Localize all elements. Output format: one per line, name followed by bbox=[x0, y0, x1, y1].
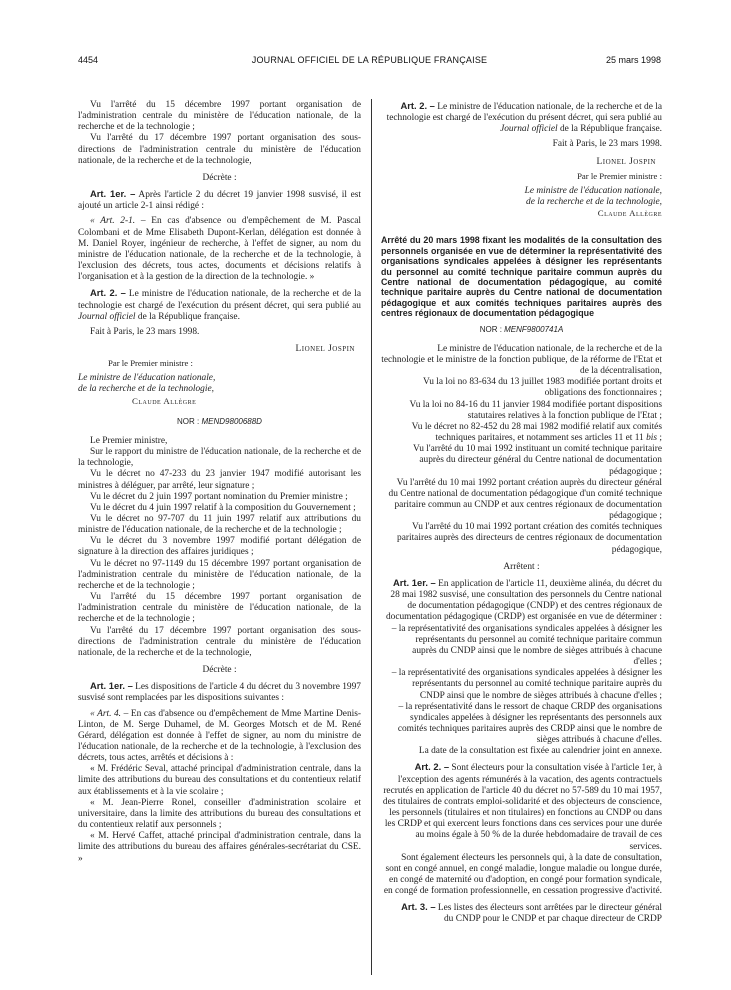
article-1 bbox=[78, 680, 361, 704]
minister-line-2: de la recherche et de la technologie, bbox=[526, 197, 662, 208]
delegation-seval: « M. Frédéric Seval, attaché principal d'administration centrale, dans la limite des attributions du bureau des consultations et du contentieux relatif aux établissements et à la vie scolaire ; bbox=[78, 764, 361, 797]
list-item: – la représentativité des organisations syndicales appelées à désigner les représentants du personnel au comité technique paritaire commun auprès du CNDP ainsi que le nombre de sièges attribués à chacune d'elles ; bbox=[391, 623, 662, 668]
nor-code: MENF9800741A bbox=[504, 324, 564, 334]
paragraph-text: Vu le décret no 82-452 du 28 mai 1982 modifié relatif aux comités techniques paritaires, et notamment ses articles 11 et 11 bbox=[411, 421, 662, 444]
paragraph: Sont également électeurs les personnels qui, à la date de consultation, sont en congé annuel, en congé maladie, longue maladie ou longue durée, en congé de maternité ou d'adoption, en congé pour formation syndicale, en congé de formation professionnelle, en cessation progressive d'activité. bbox=[383, 852, 662, 897]
paragraph: Vu le décret no 47-233 du 23 janvier 1947 modifié autorisant les ministres à déléguer, par arrêté, leur signature ; bbox=[78, 469, 361, 491]
article-text: de la République française. bbox=[557, 124, 662, 135]
paragraph: Vu l'arrêté du 15 décembre 1997 portant organisation de l'administration centrale du ministère de l'éducation nationale, de la recherche et de la technologie ; bbox=[78, 100, 361, 133]
minister-line-1: Le ministre de l'éducation nationale, bbox=[78, 373, 216, 384]
issue-date: 25 mars 1998 bbox=[605, 55, 661, 65]
paragraph: Vu le décret du 3 novembre 1997 modifié portant délégation de signature à la direction des affaires juridiques ; bbox=[78, 536, 361, 558]
paragraph: La date de la consultation est fixée au calendrier joint en annexe. bbox=[418, 746, 662, 757]
arretent-heading: Arrêtent : bbox=[503, 561, 540, 572]
paragraph-text: ; bbox=[657, 433, 662, 444]
article-text: Les listes des électeurs sont arrêtées par le directeur général du CNDP pour le CNDP et par chaque directeur de CRDP bbox=[435, 903, 662, 925]
delegation-caffet: « M. Hervé Caffet, attaché principal d'administration centrale, dans la limite des attributions du bureau des affaires générales-secrétariat du CSE. » bbox=[78, 831, 361, 864]
article-text: En cas d'absence ou d'empêchement de M. Pascal Colombani et de Mme Elisabeth Dupont-Kerlan, délégation est donnée à M. Daniel Royer, ingénieur de recherche, à l'effet de signer, au nom du ministre de l'éducation nationale, de la recherche et de la technologie, à l'exclusion des décrets, tous actes, documents et décisions relatifs à l'organisation et à la gestion de la direction de la technologie. » bbox=[78, 216, 361, 283]
signature-allegre: Claude Allègre bbox=[132, 395, 197, 406]
delegation-ronel: « M. Jean-Pierre Ronel, conseiller d'administration scolaire et universitaire, dans la limite des attributions du bureau des consultations et du contentieux relatif aux personnels ; bbox=[78, 797, 361, 831]
article-label: Art. 1er. – bbox=[90, 188, 136, 200]
paragraph: Le ministre de l'éducation nationale, de la recherche et de la technologie et le ministre de la fonction publique, de la réforme de l'Etat et de la décentralisation, bbox=[381, 343, 662, 377]
fait-a-paris: Fait à Paris, le 23 mars 1998. bbox=[90, 326, 200, 337]
arrete-title: Arrêté du 20 mars 1998 fixant les modalités de la consultation des personnels organisée en vue de déterminer la représentativité des organisations syndicales appelées à désigner les représentants du personnel au comité technique paritaire commun auprès du Centre national de documentation pédagogique, au comité technique paritaire auprès du Centre national de documentation pédagogique et aux comités techniques paritaires auprès des centres régionaux de documentation pédagogique bbox=[381, 235, 662, 319]
column-divider bbox=[371, 99, 372, 975]
nor-label: NOR : bbox=[177, 416, 202, 426]
nor-reference bbox=[381, 324, 662, 335]
article-text: Sont électeurs pour la consultation visée à l'article 1er, à l'exception des agents rémunérés à la vacation, des agents contractuels recrutés en application de l'article 40 du décret no 57-589 du 10 mai 1957, des titulaires de contrats emploi-solidarité et des objecteurs de conscience, les personnels (titulaires et non titulaires) en fonctions au CNDP ou dans les CRDP et qui exercent leurs fonctions dans ces services pour une durée au moins égale à 50 % de la durée hebdomadaire de travail de ces services. bbox=[382, 763, 662, 852]
signature-jospin: Lionel Jospin bbox=[596, 156, 656, 167]
paragraph: Vu le décret du 2 juin 1997 portant nomination du Premier ministre ; bbox=[90, 491, 348, 502]
article-1 bbox=[78, 188, 361, 212]
paragraph: Vu l'arrêté du 10 mai 1992 instituant un comité technique paritaire auprès du directeur général du Centre national de documentation pédagogique ; bbox=[413, 444, 662, 477]
article-2 bbox=[78, 287, 361, 322]
signature-jospin: Lionel Jospin bbox=[295, 343, 355, 354]
article-label: Art. 1er. – bbox=[393, 576, 436, 588]
paragraph: Vu le décret du 4 juin 1997 relatif à la composition du Gouvernement ; bbox=[90, 502, 356, 513]
article-3 bbox=[381, 901, 662, 925]
paragraph: Vu l'arrêté du 17 décembre 1997 portant organisation des sous-directions de l'administration centrale du ministère de l'éducation nationale, de la recherche et de la technologie, bbox=[78, 133, 361, 166]
article-text: Après l'article 2 du décret 19 janvier 1998 susvisé, il est ajouté un article 2-1 ainsi rédigé : bbox=[78, 190, 361, 212]
article-text: En application de l'article 11, deuxième alinéa, du décret du 28 mai 1982 susvisé, une consultation des personnels du Centre national de documentation pédagogique (CNDP) et des centres régionaux de documentation pédagogique (CRDP) est organisée en vue de déterminer : bbox=[385, 578, 662, 623]
paragraph: Vu la loi no 84-16 du 11 janvier 1984 modifiée portant dispositions statutaires relatives à la fonction publique de l'Etat ; bbox=[409, 399, 662, 421]
paragraph: Vu l'arrêté du 15 décembre 1997 portant organisation de l'administration centrale du ministère de l'éducation nationale, de la recherche et de la technologie ; bbox=[78, 592, 361, 625]
paragraph: Vu la loi no 83-634 du 13 juillet 1983 modifiée portant droits et obligations des fonctionnaires ; bbox=[423, 377, 662, 399]
journal-officiel-ref: Journal officiel bbox=[78, 311, 136, 322]
minister-line-2: de la recherche et de la technologie, bbox=[78, 384, 214, 395]
article-text: Les dispositions de l'article 4 du décret du 3 novembre 1997 susvisé sont remplacées par les dispositions suivantes : bbox=[78, 682, 361, 704]
article-text: Le ministre de l'éducation nationale, de la recherche et de la technologie est chargé de l'exécution du présent décret, qui sera publié au bbox=[386, 102, 662, 124]
decrete-heading: Décrète : bbox=[202, 665, 237, 676]
article-label: Art. 3. – bbox=[401, 901, 436, 913]
paragraph bbox=[381, 422, 662, 444]
list-item: – la représentativité dans le ressort de chaque CRDP des organisations syndicales appelées à désigner les représentants des personnels aux comités techniques paritaires auprès des CRDP ainsi que le nombre de sièges attribués à chacune d'elles. bbox=[397, 701, 662, 746]
paragraph: Le Premier ministre, bbox=[90, 435, 168, 446]
nor-reference bbox=[78, 416, 361, 427]
article-label: Art. 2. – bbox=[414, 761, 450, 773]
article-2 bbox=[381, 100, 662, 135]
left-column bbox=[78, 100, 361, 865]
article-label: « Art. 2-1. – bbox=[90, 216, 146, 227]
paragraph: Vu le décret no 97-707 du 11 juin 1997 relatif aux attributions du ministre de l'éducation nationale, de la recherche et de la technologie ; bbox=[78, 514, 361, 536]
article-2 bbox=[381, 761, 662, 852]
journal-title: JOURNAL OFFICIEL DE LA RÉPUBLIQUE FRANÇAISE bbox=[251, 55, 488, 65]
article-label: Art. 1er. – bbox=[90, 680, 133, 692]
paragraph: Vu l'arrêté du 10 mai 1992 portant création des comités techniques paritaires auprès des directeurs de centres régionaux de documentation pédagogique, bbox=[397, 522, 662, 555]
page-number: 4454 bbox=[78, 55, 99, 65]
article-text: En cas d'absence ou d'empêchement de Mme Martine Denis-Linton, de M. Serge Duhamel, de M. Georges Motsch et de M. René Gérard, délégation est donnée à l'effet de signer, au nom du ministre de l'éducation nationale, de la recherche et de la technologie, à l'exclusion des décrets, tous actes, arrêtés et décisions à : bbox=[78, 708, 362, 764]
article-label: Art. 2. – bbox=[400, 100, 435, 111]
nor-code: MEND9800688D bbox=[201, 416, 262, 426]
article-text: de la République française. bbox=[135, 311, 240, 322]
bis-text: bis bbox=[646, 433, 658, 444]
paragraph: Vu l'arrêté du 17 décembre 1997 portant organisation des sous-directions de l'administration centrale du ministère de l'éducation nationale, de la recherche et de la technologie, bbox=[78, 625, 361, 658]
par-le-premier-ministre: Par le Premier ministre : bbox=[577, 170, 662, 181]
list-item: – la représentativité des organisations syndicales appelées à désigner les représentants du personnel au comité technique paritaire auprès du CNDP ainsi que le nombre de sièges attribués à chacune d'elles ; bbox=[391, 668, 662, 701]
article-label: Art. 2. – bbox=[90, 287, 126, 299]
paragraph: Sur le rapport du ministre de l'éducation nationale, de la recherche et de la technologie, bbox=[78, 447, 361, 469]
right-column bbox=[381, 100, 662, 926]
article-label: « Art. 4. – bbox=[90, 708, 129, 719]
paragraph: Vu l'arrêté du 10 mai 1992 portant création auprès du directeur général du Centre national de documentation pédagogique d'un comité technique paritaire commun au CNDP et aux centres régionaux de documentation pédagogique ; bbox=[388, 477, 662, 522]
article-4 bbox=[78, 709, 361, 765]
article-2-1 bbox=[78, 216, 361, 283]
fait-a-paris: Fait à Paris, le 23 mars 1998. bbox=[552, 139, 662, 150]
journal-officiel-ref: Journal officiel bbox=[500, 124, 558, 135]
paragraph: Vu le décret no 97-1149 du 15 décembre 1997 portant organisation de l'administration centrale du ministère de l'éducation nationale, de la recherche et de la technologie ; bbox=[78, 558, 361, 591]
decrete-heading: Décrète : bbox=[202, 172, 237, 183]
minister-line-1: Le ministre de l'éducation nationale, bbox=[524, 185, 662, 196]
article-text: Le ministre de l'éducation nationale, de la recherche et de la technologie est chargé de l'exécution du présent décret, qui sera publié au bbox=[78, 289, 361, 311]
article-1 bbox=[381, 577, 662, 624]
signature-allegre: Claude Allègre bbox=[597, 208, 662, 219]
par-le-premier-ministre: Par le Premier ministre : bbox=[108, 358, 193, 369]
nor-label: NOR : bbox=[479, 324, 505, 334]
